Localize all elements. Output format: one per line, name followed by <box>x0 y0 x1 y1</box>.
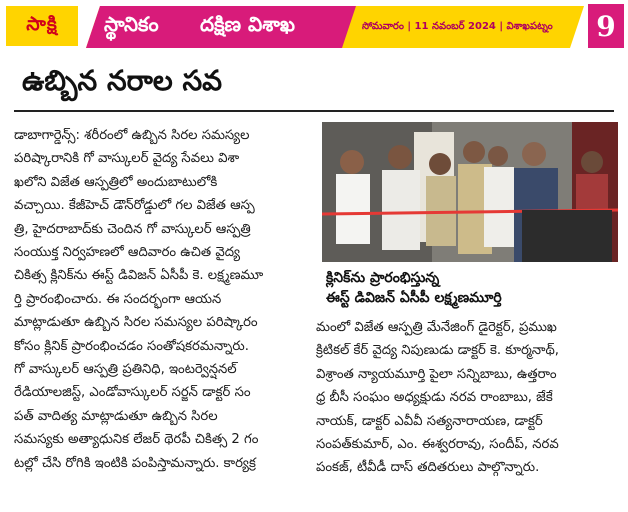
article-line: పత్‌ వాదిత్య మాట్లాడుతూ ఉబ్బిన సిరల <box>14 408 218 424</box>
article-line: మంలో విజేత ఆస్పత్రి మేనేజింగ్‌ డైరెక్టర్‌, ప్రముఖ <box>316 320 557 335</box>
article-line: కోసం క్లినిక్‌ ప్రారంభించడం సంతోషకరమన్నారు. <box>14 338 249 354</box>
caption-line: ఈస్ట్‌ డివిజన్‌ ఏసీపీ లక్ష్మణమూర్తి <box>326 290 502 306</box>
article-line: పంకజ్‌, టీవీడీ దాస్‌ తదితరులు పాల్గొన్నారు. <box>316 460 540 476</box>
photo-illustration <box>322 122 618 262</box>
section-title: స్థానికం <box>104 12 159 36</box>
article-right-column <box>316 316 616 480</box>
article-line: సంయుక్త నిర్వహణలో ఆదివారం ఉచిత వైద్య <box>14 245 240 261</box>
article-line: గో వాస్కులర్‌ ఆస్పత్రి ప్రతినిధి, ఇంటర్వెన్షనల్‌ <box>14 362 237 378</box>
article-line: చికిత్స క్లినిక్‌ను ఈస్ట్‌ డివిజన్‌ ఏసీపీ కె. లక్ష్మణమూ <box>14 268 264 284</box>
article-line: రేడియాలజిస్ట్‌, ఎండోవాస్కులర్‌ సర్జన్‌ డాక్టర్‌ సం <box>14 385 251 401</box>
article-line: మాట్లాడుతూ ఉబ్బిన సిరల సమస్యల పరిష్కారం <box>14 315 258 331</box>
article-line: ర్తి ప్రారంభించారు. ఈ సందర్భంగా ఆయన <box>14 291 222 307</box>
article-line: పరిష్కారానికి గో వాస్కులర్‌ వైద్య సేవలు విశా <box>14 151 240 167</box>
article-line: ధ్ర బీసీ సంఘం అధ్యక్షుడు నరవ రాంబాబు, జేకే <box>316 390 553 406</box>
article-line: డాబాగార్డెన్స్‌: శరీరంలో ఉబ్బిన సిరల సమస్యల <box>14 128 250 143</box>
inauguration-photo <box>322 122 618 262</box>
region-title: దక్షిణ విశాఖ <box>200 12 296 36</box>
caption-line: క్లినిక్‌ను ప్రారంభిస్తున్న <box>326 270 440 286</box>
article-line: ఖలోని విజేత ఆస్పత్రిలో అందుబాటులోకి <box>14 174 218 190</box>
article-line: క్రిటికల్‌ కేర్‌ వైద్య నిపుణుడు డాక్టర్‌ కె. కూర్మనాథ్‌, <box>316 343 559 359</box>
headline-rule <box>14 110 614 112</box>
page-number: 9 <box>588 4 624 48</box>
article-line: నాయక్‌, డాక్టర్‌ ఎవీవీ సత్యనారాయణ, డాక్టర్‌ <box>316 413 543 429</box>
article-line: సంపత్‌కుమార్‌, ఎం. ఈశ్వరరావు, సందీప్‌, నరవ <box>316 437 559 453</box>
dateline: సోమవారం | 11 నవంబర్ 2024 | విశాఖపట్నం <box>362 21 553 32</box>
article-left-column <box>14 124 314 475</box>
sakshi-logo: సాక్షి <box>6 6 78 46</box>
photo-caption <box>326 268 616 308</box>
article-line: వచ్చాయి. కేజీహెచ్‌ డౌన్‌రోడ్డులో గల విజేత ఆస్ప <box>14 198 255 214</box>
article-line: టల్లో చేసి రోగికి ఇంటికి పంపిస్తామన్నారు. కార్యక్ర <box>14 455 256 471</box>
article-headline: ఉబ్బిన నరాల సవ <box>22 64 223 97</box>
masthead <box>0 0 628 62</box>
article-line: సమస్యకు అత్యాధునిక లేజర్‌ థెరపీ చికిత్స 2 గం <box>14 432 259 448</box>
article-line: త్రి, హైదరాబాద్‌కు చెందిన గో వాస్కులర్‌ ఆస్పత్రి <box>14 221 251 237</box>
article-line: విశ్రాంత న్యాయమూర్తి పైలా సన్నిబాబు, ఉత్తరాం <box>316 366 557 382</box>
